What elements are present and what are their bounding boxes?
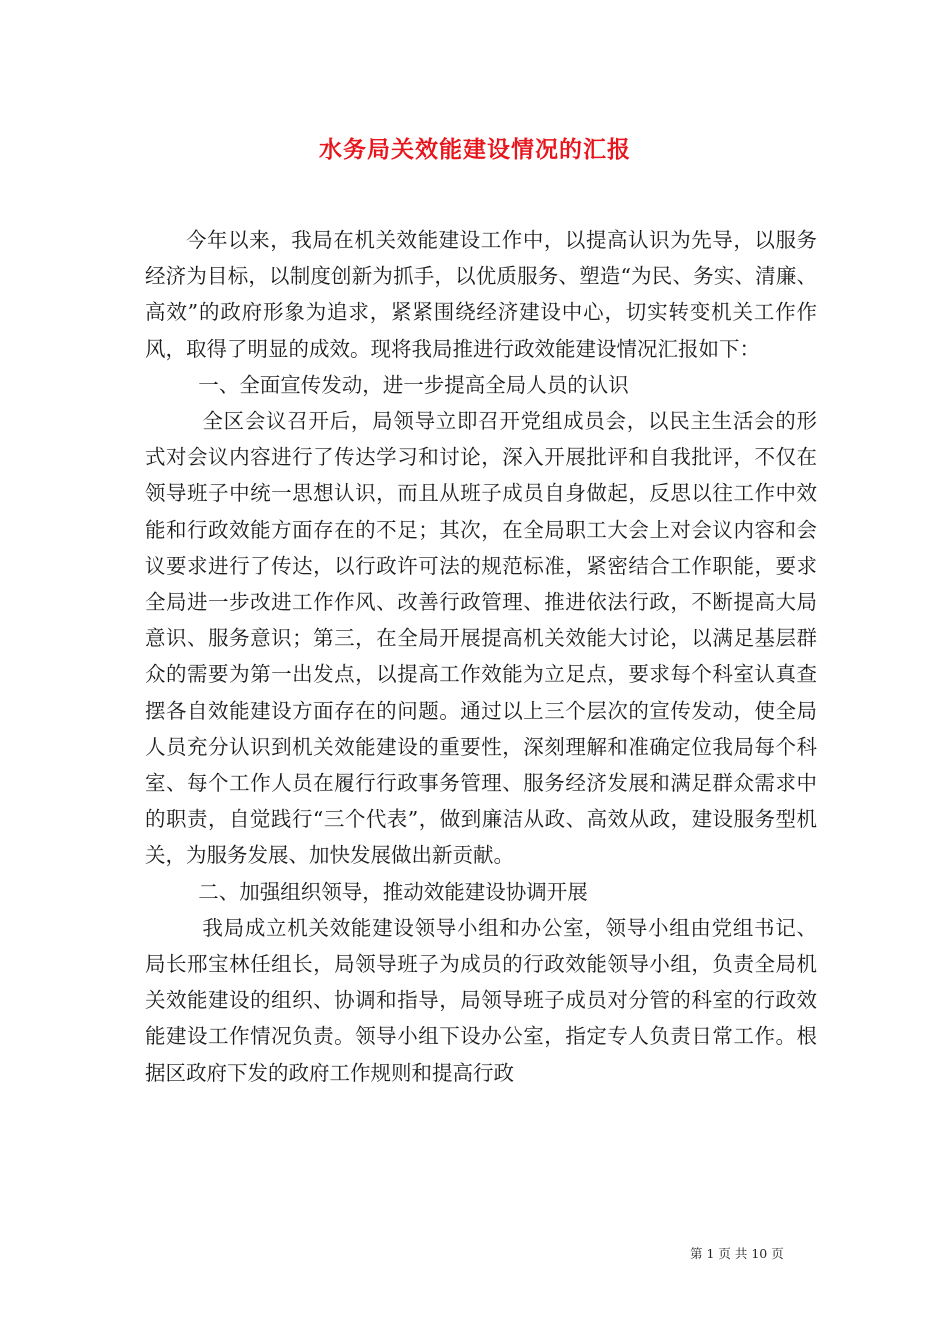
intro-paragraph: 今年以来，我局在机关效能建设工作中，以提高认识为先导，以服务经济为目标，以制度创新为抓手，以优质服务、塑造“为民、务实、清廉、高效”的政府形象为追求，紧紧围绕经济建设中心，切实转变机关工作作风，取得了明显的成效。现将我局推进行政效能建设情况汇报如下：	[145, 228, 817, 361]
section-1-paragraph: 全区会议召开后，局领导立即召开党组成员会，以民主生活会的形式对会议内容进行了传达学习和讨论，深入开展批评和自我批评，不仅在领导班子中统一思想认识，而且从班子成员自身做起，反思以往工作中效能和行政效能方面存在的不足；其次，在全局职工大会上对会议内容和会议要求进行了传达，以行政许可法的规范标准，紧密结合工作职能，要求全局进一步改进工作作风、改善行政管理、推进依法行政，不断提高大局意识、服务意识；第三，在全局开展提高机关效能大讨论，以满足基层群众的需要为第一出发点，以提高工作效能为立足点，要求每个科室认真查摆各自效能建设方面存在的问题。通过以上三个层次的宣传发动，使全局人员充分认识到机关效能建设的重要性，深刻理解和准确定位我局每个科室、每个工作人员在履行行政事务管理、服务经济发展和满足群众需求中的职责，自觉践行“三个代表”，做到廉洁从政、高效从政，建设服务型机关，为服务发展、加快发展做出新贡献。	[145, 409, 817, 868]
document-title: 水务局关效能建设情况的汇报	[319, 136, 631, 163]
section-heading-1: 一、全面宣传发动，进一步提高全局人员的认识	[198, 372, 629, 397]
document-body	[145, 222, 817, 1091]
section-heading-2: 二、加强组织领导，推动效能建设协调开展	[198, 879, 588, 904]
section-2-paragraph: 我局成立机关效能建设领导小组和办公室，领导小组由党组书记、局长邢宝林任组长，局领导班子为成员的行政效能领导小组，负责全局机关效能建设的组织、协调和指导，局领导班子成员对分管的科室的行政效能建设工作情况负责。领导小组下设办公室，指定专人负责日常工作。根据区政府下发的政府工作规则和提高行政	[145, 915, 817, 1085]
page-number-footer: 第 1 页 共 10 页	[690, 1246, 784, 1261]
